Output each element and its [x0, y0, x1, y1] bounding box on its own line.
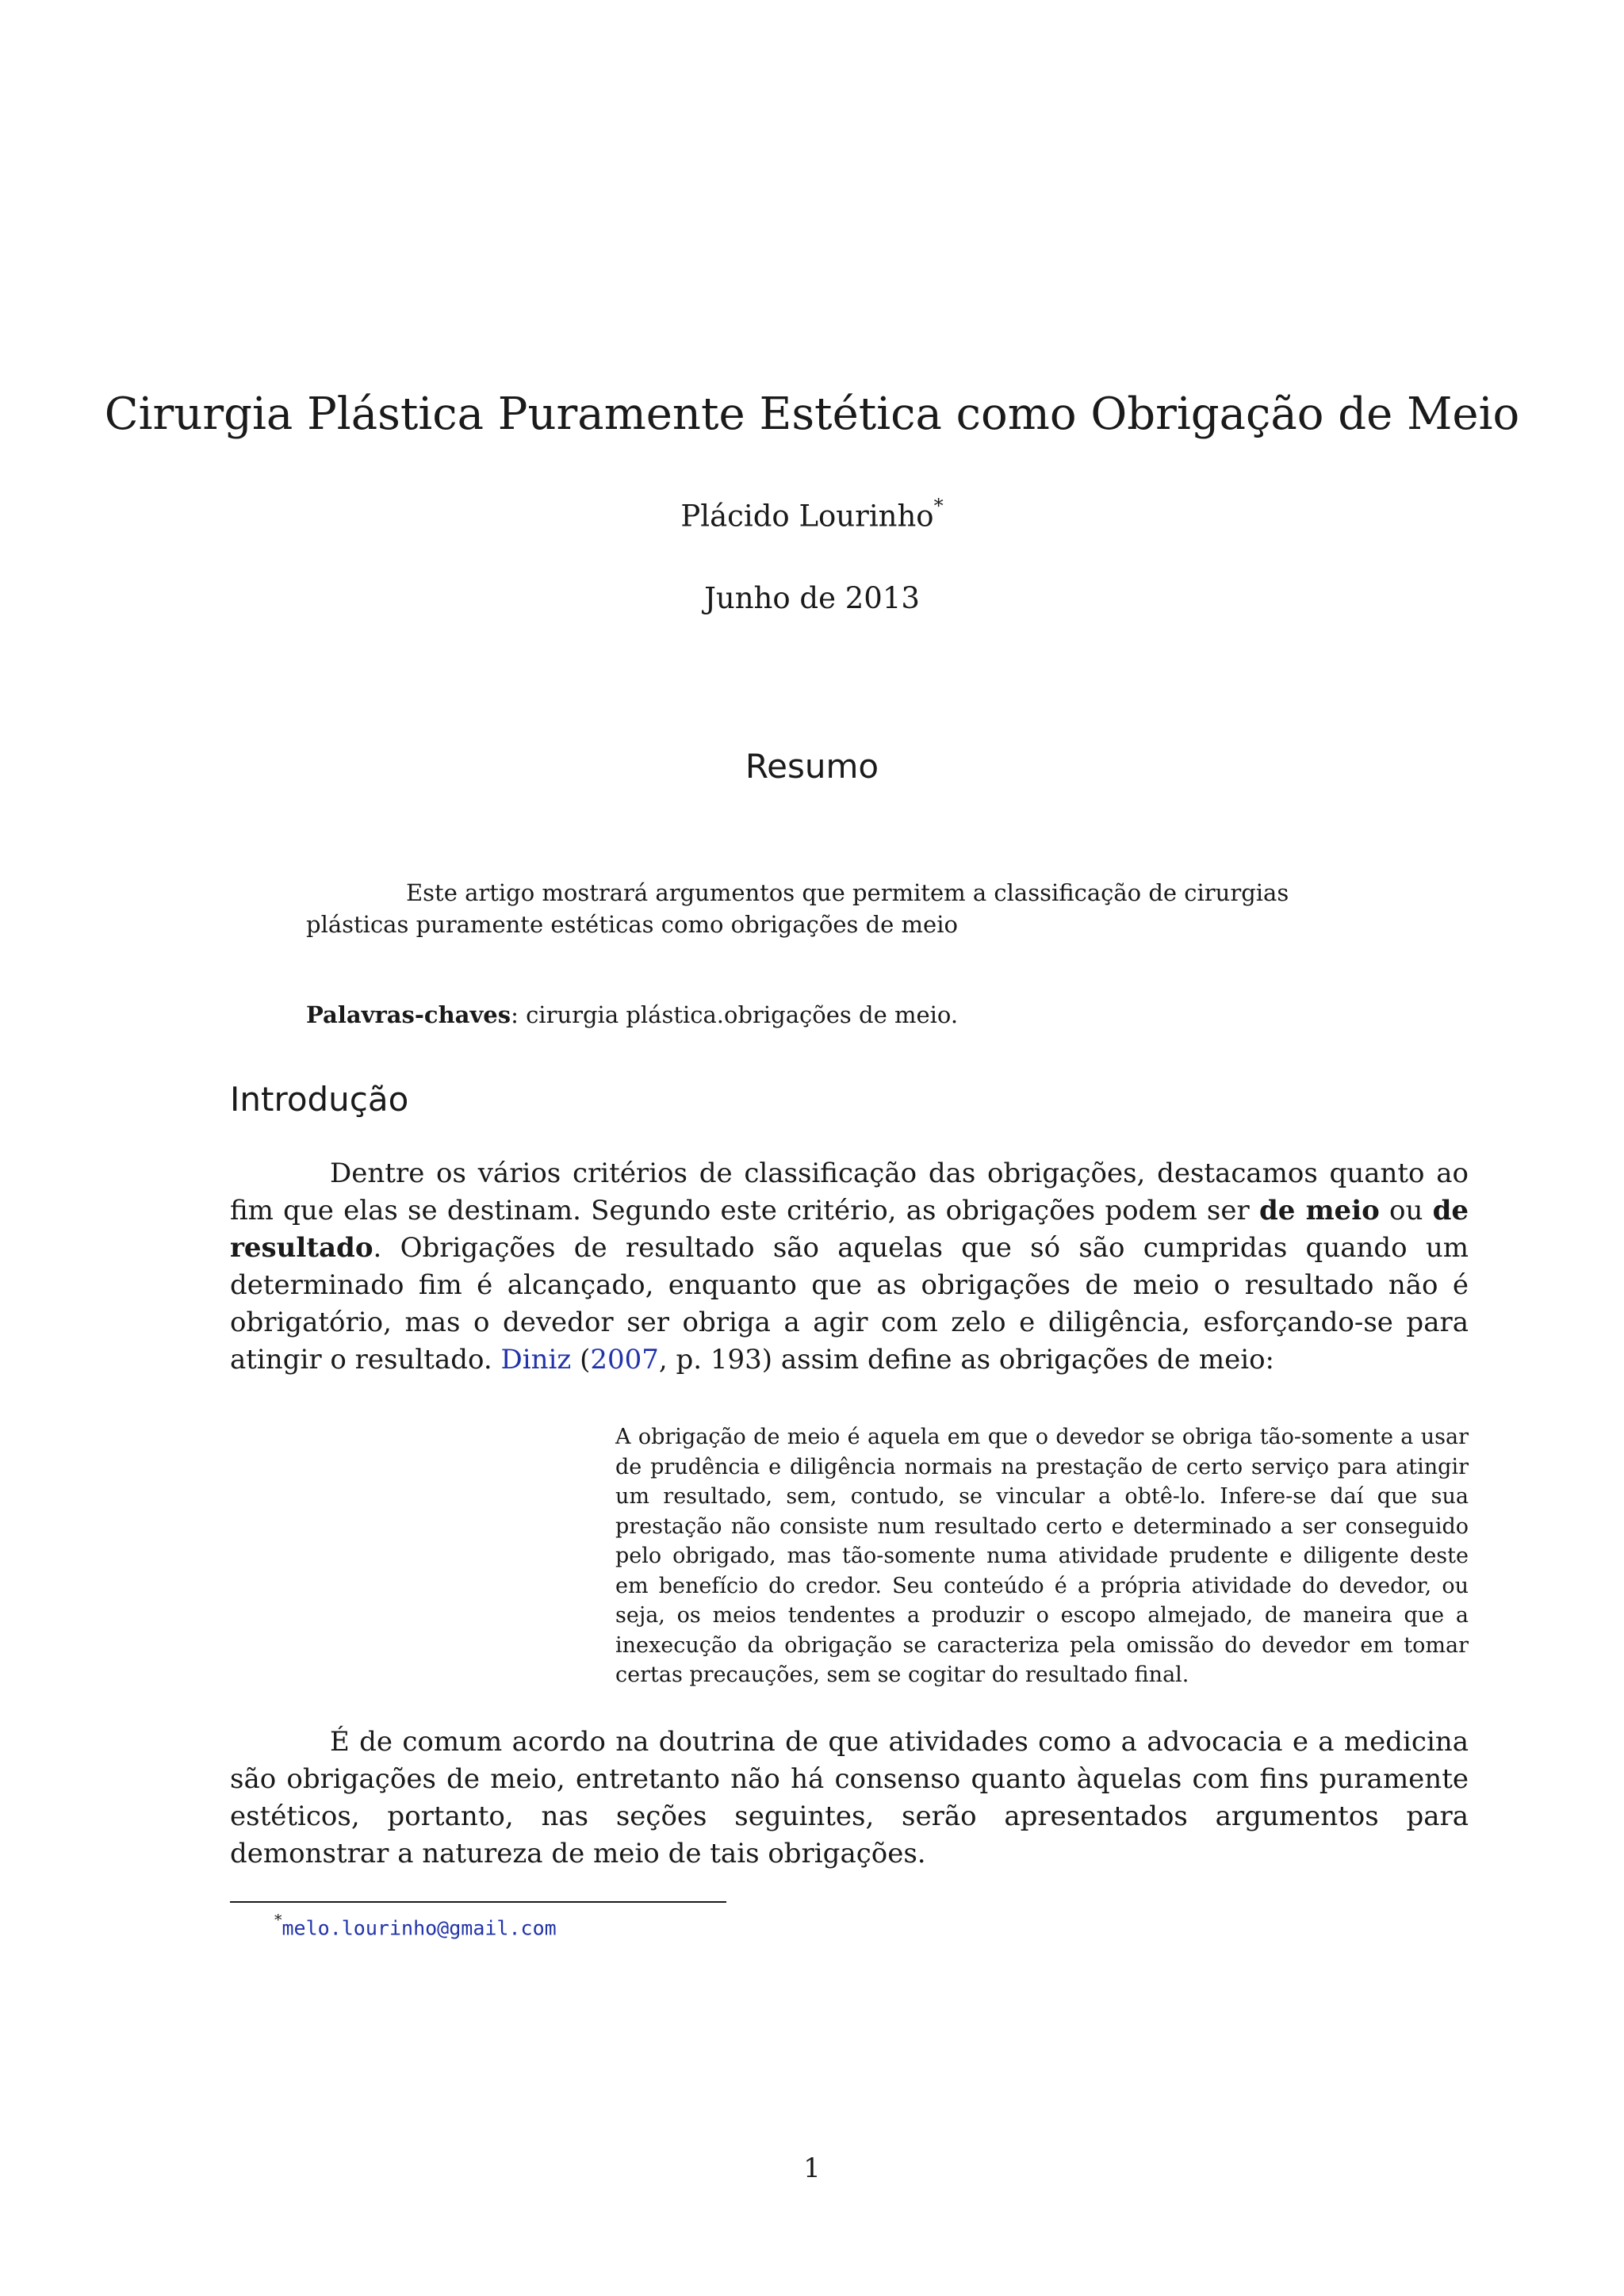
- author-name: Plácido Lourinho: [680, 499, 934, 534]
- intro-paragraph-1: [230, 1155, 1469, 1379]
- intro-p1-bold-de-resultado: de resultado: [230, 1195, 1469, 1264]
- keywords-text: : cirurgia plástica.obrigações de meio.: [511, 1001, 959, 1028]
- intro-p1-text-b: ou: [1379, 1195, 1433, 1226]
- abstract-text: Este artigo mostrará argumentos que permitem a classificação de cirurgias plásticas puramente estéticas como obrigações de meio: [306, 879, 1289, 938]
- intro-p1-text-a: Dentre os vários critérios de classificação das obrigações, destacamos quanto ao fim que elas se destinam. Segundo este critério, as obrigações podem ser: [230, 1158, 1469, 1226]
- intro-p1-bold-de-meio: de meio: [1258, 1195, 1380, 1226]
- intro-p1-text-d: assim define as obrigações de meio:: [772, 1344, 1275, 1376]
- keywords-line: [306, 999, 1397, 1031]
- block-quote: A obrigação de meio é aquela em que o devedor se obriga tão-somente a usar de prudência e diligência normais na prestação de certo serviço para atingir um resultado, sem, contudo, se vincular a obtê-lo. Infere-se daí que sua prestação não consiste num resultado certo e determinado a ser conseguido pelo obrigado, mas tão-somente numa atividade prudente e diligente deste em benefício do credor. Seu conteúdo é a própria atividade do devedor, ou seja, os meios tendentes a produzir o escopo almejado, de maneira que a inexecução da obrigação se caracteriza pela omissão do devedor em tomar certas precauções, sem se cogitar do resultado final.: [615, 1425, 1469, 1687]
- citation-year-link[interactable]: 2007: [590, 1344, 659, 1376]
- paper-title: Cirurgia Plástica Puramente Estética como Obrigação de Meio: [104, 388, 1520, 440]
- page-number: 1: [803, 2152, 821, 2184]
- author-footnote-mark[interactable]: *: [933, 495, 944, 517]
- section-heading-introducao: Introdução: [230, 1080, 409, 1119]
- citation-open-paren: (: [571, 1344, 591, 1376]
- keywords-label: Palavras-chaves: [306, 1001, 511, 1028]
- footnote-rule: [230, 1901, 726, 1903]
- footnote-email-link[interactable]: melo.lourinho@gmail.com: [282, 1916, 557, 1940]
- citation-author-link[interactable]: Diniz: [500, 1344, 572, 1376]
- paper-date: Junho de 2013: [704, 581, 920, 615]
- footnote: [274, 1911, 557, 1940]
- author-line: [0, 495, 1624, 534]
- abstract-heading: Resumo: [745, 747, 879, 786]
- citation-page: , p. 193): [658, 1344, 773, 1376]
- footnote-mark: *: [274, 1911, 282, 1929]
- intro-paragraph-2: É de comum acordo na doutrina de que atividades como a advocacia e a medicina são obrigações de meio, entretanto não há consenso quanto àquelas com fins puramente estéticos, portanto, nas seções seguintes, serão apresentados argumentos para demonstrar a natureza de meio de tais obrigações.: [230, 1726, 1469, 1869]
- intro-p1-text-c: . Obrigações de resultado são aquelas que só são cumpridas quando um determinado fim é alcançado, enquanto que as obrigações de meio o resultado não é obrigatório, mas o devedor ser obriga a agir com zelo e diligência, esforçando-se para atingir o resultado.: [230, 1232, 1469, 1376]
